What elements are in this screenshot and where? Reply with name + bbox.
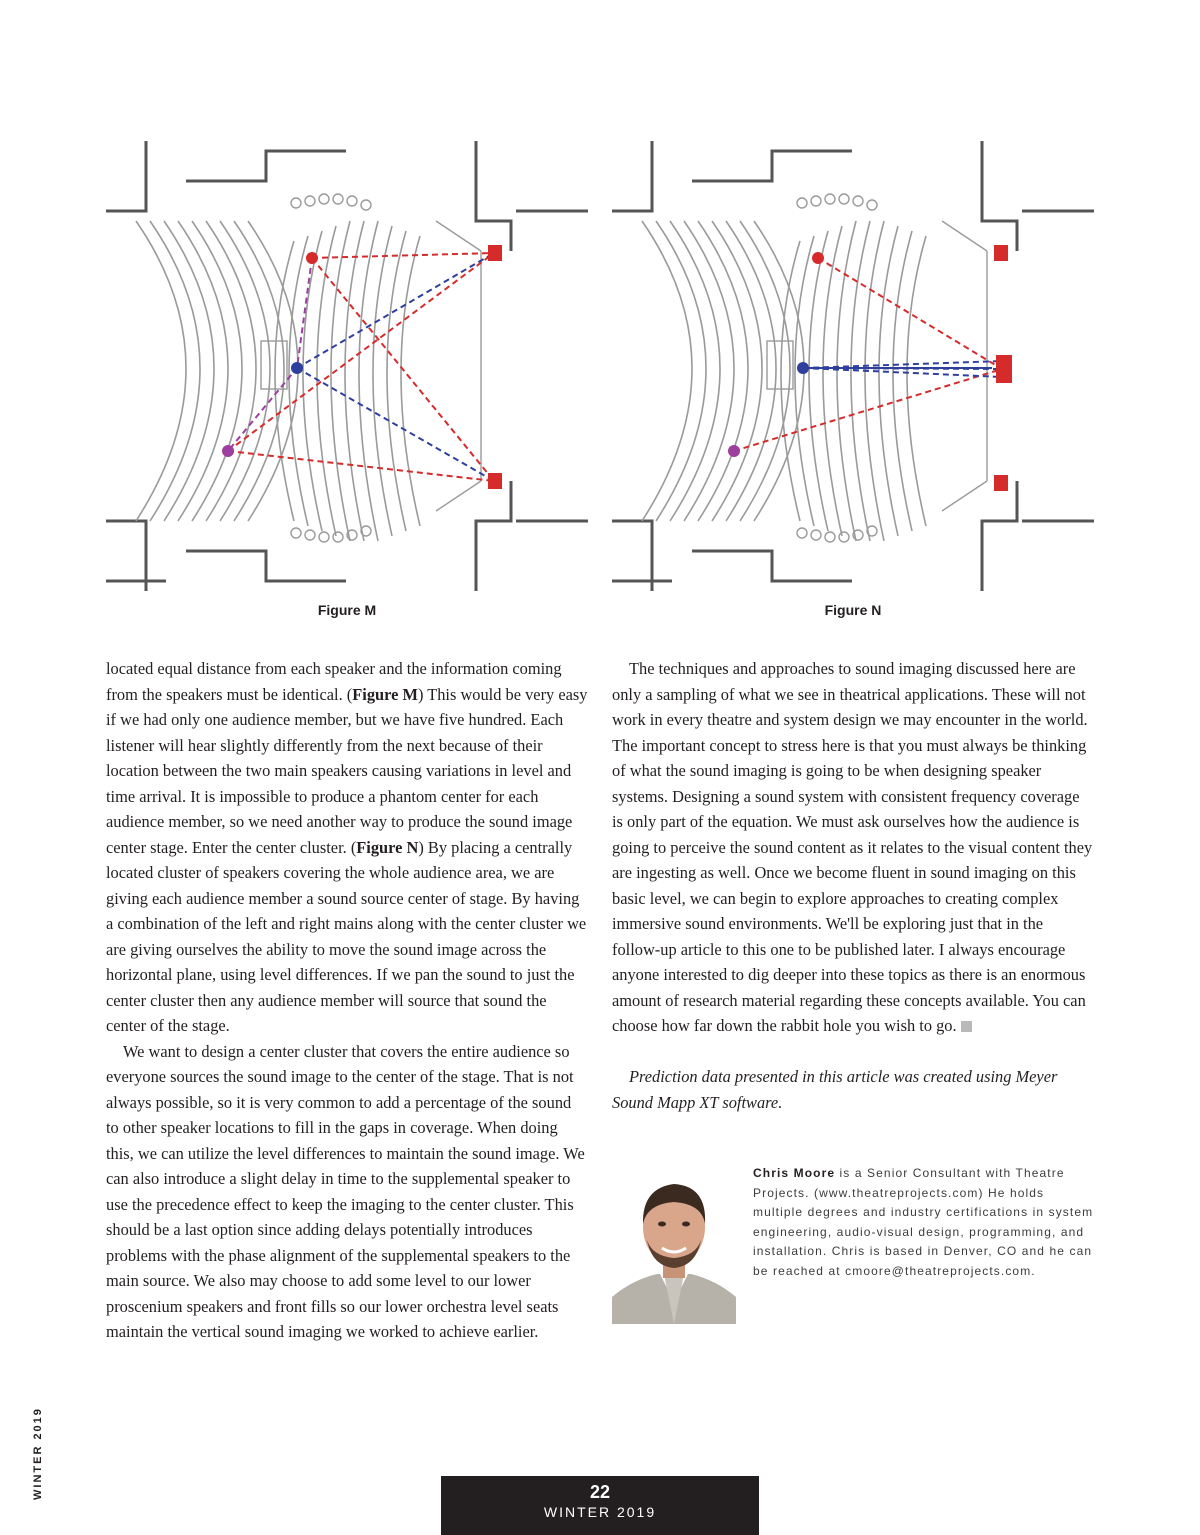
page-number: 22 [589, 1482, 611, 1502]
figure-m-image [106, 141, 588, 591]
figure-n-plan [612, 141, 1094, 591]
left-paragraph-1 [106, 656, 588, 1039]
side-issue-label: WINTER 2019 [32, 1407, 44, 1500]
figure-n-image [612, 141, 1094, 591]
figure-n-reference: Figure N [356, 837, 419, 857]
right-paragraph-1 [612, 656, 1094, 1039]
footer-issue: WINTER 2019 [543, 1504, 657, 1520]
text-run: ) This would be very easy if we had only one audience member, but we have five hundred. Each listener will hear slightly differently from the next because of their location between the two main speakers causing variations in level and time arrival. It is impossible to produce a phantom center for each audience member, so we need another way to produce the sound image center stage. Enter the center cluster. ( [106, 684, 588, 857]
figure-m-caption: Figure M [317, 602, 377, 618]
figure-n-caption: Figure N [824, 602, 882, 618]
software-credit: Prediction data presented in this article was created using Meyer Sound Mapp XT software. [612, 1067, 1058, 1112]
author-name: Chris Moore [753, 1166, 836, 1180]
text-run: located equal distance from each speaker and the information coming from the speakers must be identical. ( [106, 659, 562, 704]
right-column [612, 656, 1094, 1115]
page-footer [441, 1476, 759, 1535]
figure-m-plan [106, 141, 588, 591]
author-bio-text: is a Senior Consultant with Theatre Projects. (www.theatreprojects.com) He holds multiple degrees and industry certifications in system engineering, audio-visual design, programming, and installation. Chris is based in Denver, CO and he can be reached at cmoore@theatreprojects.com. [753, 1166, 1094, 1278]
figure-m-reference: Figure M [352, 684, 418, 704]
author-bio [753, 1164, 1098, 1281]
end-mark-icon [961, 1021, 972, 1032]
author-photo [612, 1162, 736, 1324]
left-column [106, 656, 588, 1345]
text-run: The techniques and approaches to sound imaging discussed here are only a sampling of what we see in theatrical applications. These will not work in every theatre and system design we may encounter in the world. The important concept to stress here is that you must always be thinking of what the sound imaging is going to be when designing speaker systems. Designing a sound system with consistent frequency coverage is only part of the equation. We must ask ourselves how the audience is going to perceive the sound content as it relates to the visual content they are ingesting as well. Once we become fluent in sound imaging on this basic level, we can begin to explore approaches to creating complex immersive sound environments. We'll be exploring just that in the follow-up article to this one to be published later. I always encourage anyone interested to dig deeper into these topics as there is an enormous amount of research material regarding these concepts available. You can choose how far down the rabbit hole you wish to go. [612, 659, 1093, 1035]
left-paragraph-2: We want to design a center cluster that covers the entire audience so everyone sources the sound image to the center of the stage. That is not always possible, so it is very common to add a percentage of the sound to other speaker locations to fill in the gaps in coverage. When doing this, we can utilize the level differences to maintain the sound image. We can also introduce a slight delay in time to the supplemental speaker to use the precedence effect to keep the imaging to the center cluster. This should be a last option since adding delays potentially introduces problems with the phase alignment of the supplemental speakers to the main source. We also may choose to add some level to our lower proscenium speakers and front fills so our lower orchestra level seats maintain the vertical sound imaging we worked to achieve earlier. [106, 1041, 585, 1341]
text-run: ) By placing a centrally located cluster of speakers covering the whole audience area, we are giving each audience member a sound source center of stage. By having a combination of the left and right mains along with the center cluster we are giving ourselves the ability to move the sound image across the horizontal plane, using level differences. If we pan the sound to just the center cluster then any audience member will source that sound the center of the stage. [106, 837, 587, 1035]
